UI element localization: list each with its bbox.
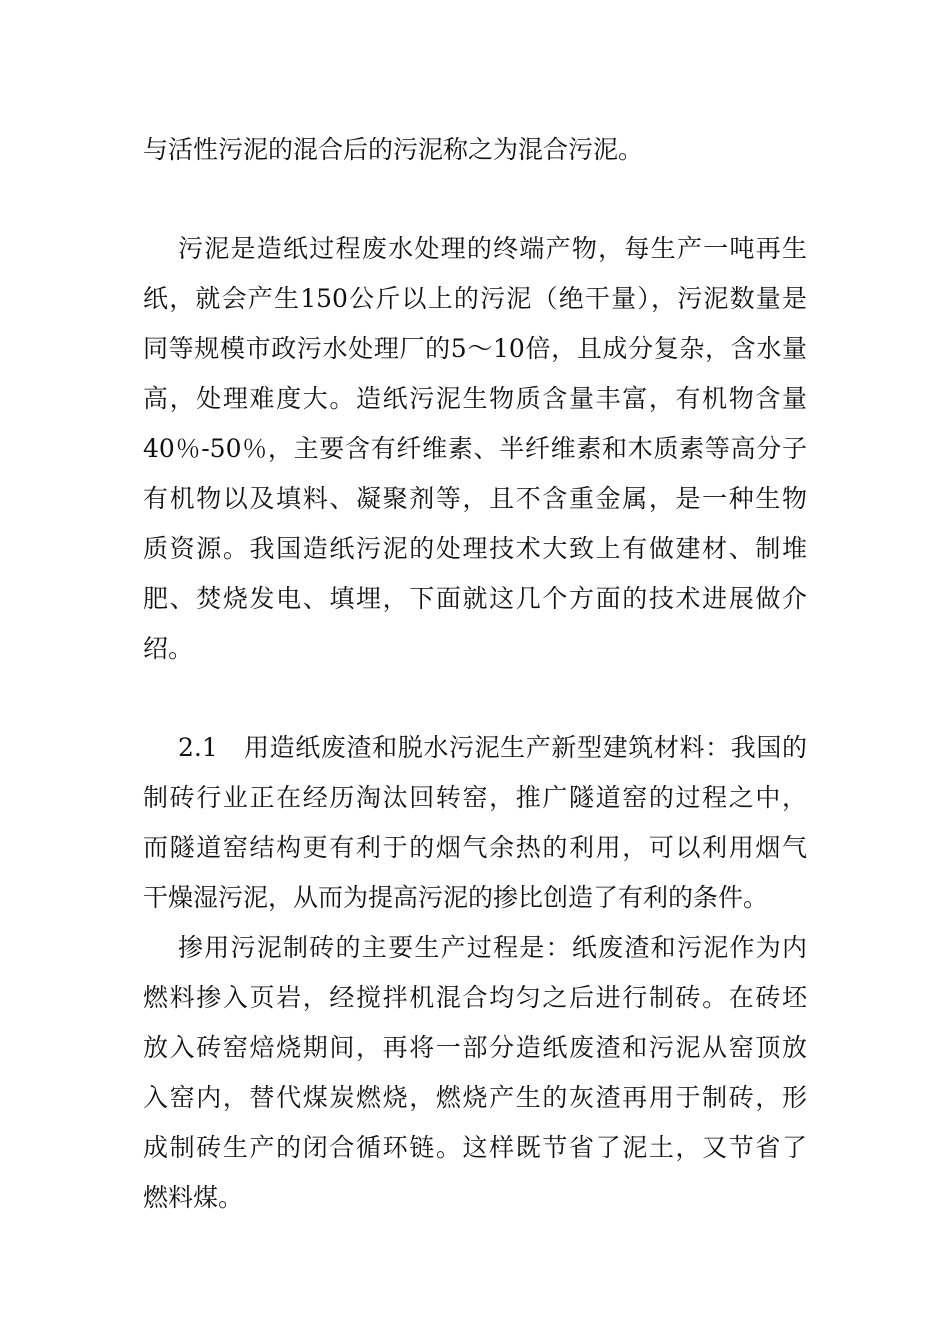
text-line: 燃料掺入页岩，经搅拌机混合均匀之后进行制砖。在砖坯	[143, 983, 807, 1012]
text-line: 绍。	[143, 634, 194, 663]
text-line: 掺用污泥制砖的主要生产过程是：纸废渣和污泥作为内	[178, 933, 807, 962]
text-line: 有机物以及填料、凝聚剂等，且不含重金属，是一种生物	[143, 484, 807, 513]
text-line: 污泥是造纸过程废水处理的终端产物，每生产一吨再生	[178, 234, 807, 263]
text-line: 肥、焚烧发电、填埋，下面就这几个方面的技术进展做介	[143, 584, 807, 613]
text-line: 制砖行业正在经历淘汰回转窑，推广隧道窑的过程之中，	[143, 783, 807, 812]
text-line: 放入砖窑焙烧期间，再将一部分造纸废渣和污泥从窑顶放	[143, 1033, 807, 1062]
text-line: 高，处理难度大。造纸污泥生物质含量丰富，有机物含量	[143, 384, 807, 413]
text-line: 2.1 用造纸废渣和脱水污泥生产新型建筑材料：我国的	[178, 733, 807, 762]
text-line: 同等规模市政污水处理厂的5～10倍，且成分复杂，含水量	[143, 334, 807, 363]
text-line: 入窑内，替代煤炭燃烧，燃烧产生的灰渣再用于制砖，形	[143, 1083, 807, 1112]
text-line: 质资源。我国造纸污泥的处理技术大致上有做建材、制堆	[143, 534, 807, 563]
text-line: 与活性污泥的混合后的污泥称之为混合污泥。	[143, 135, 644, 164]
text-line: 40％-50％，主要含有纤维素、半纤维素和木质素等高分子	[143, 434, 807, 463]
text-line: 成制砖生产的闭合循环链。这样既节省了泥土，又节省了	[143, 1133, 807, 1162]
text-line: 干燥湿污泥，从而为提高污泥的掺比创造了有利的条件。	[143, 883, 769, 912]
text-line: 纸，就会产生150公斤以上的污泥（绝干量），污泥数量是	[143, 284, 807, 313]
text-line: 而隧道窑结构更有利于的烟气余热的利用，可以利用烟气	[143, 833, 807, 862]
text-line: 燃料煤。	[143, 1183, 244, 1212]
